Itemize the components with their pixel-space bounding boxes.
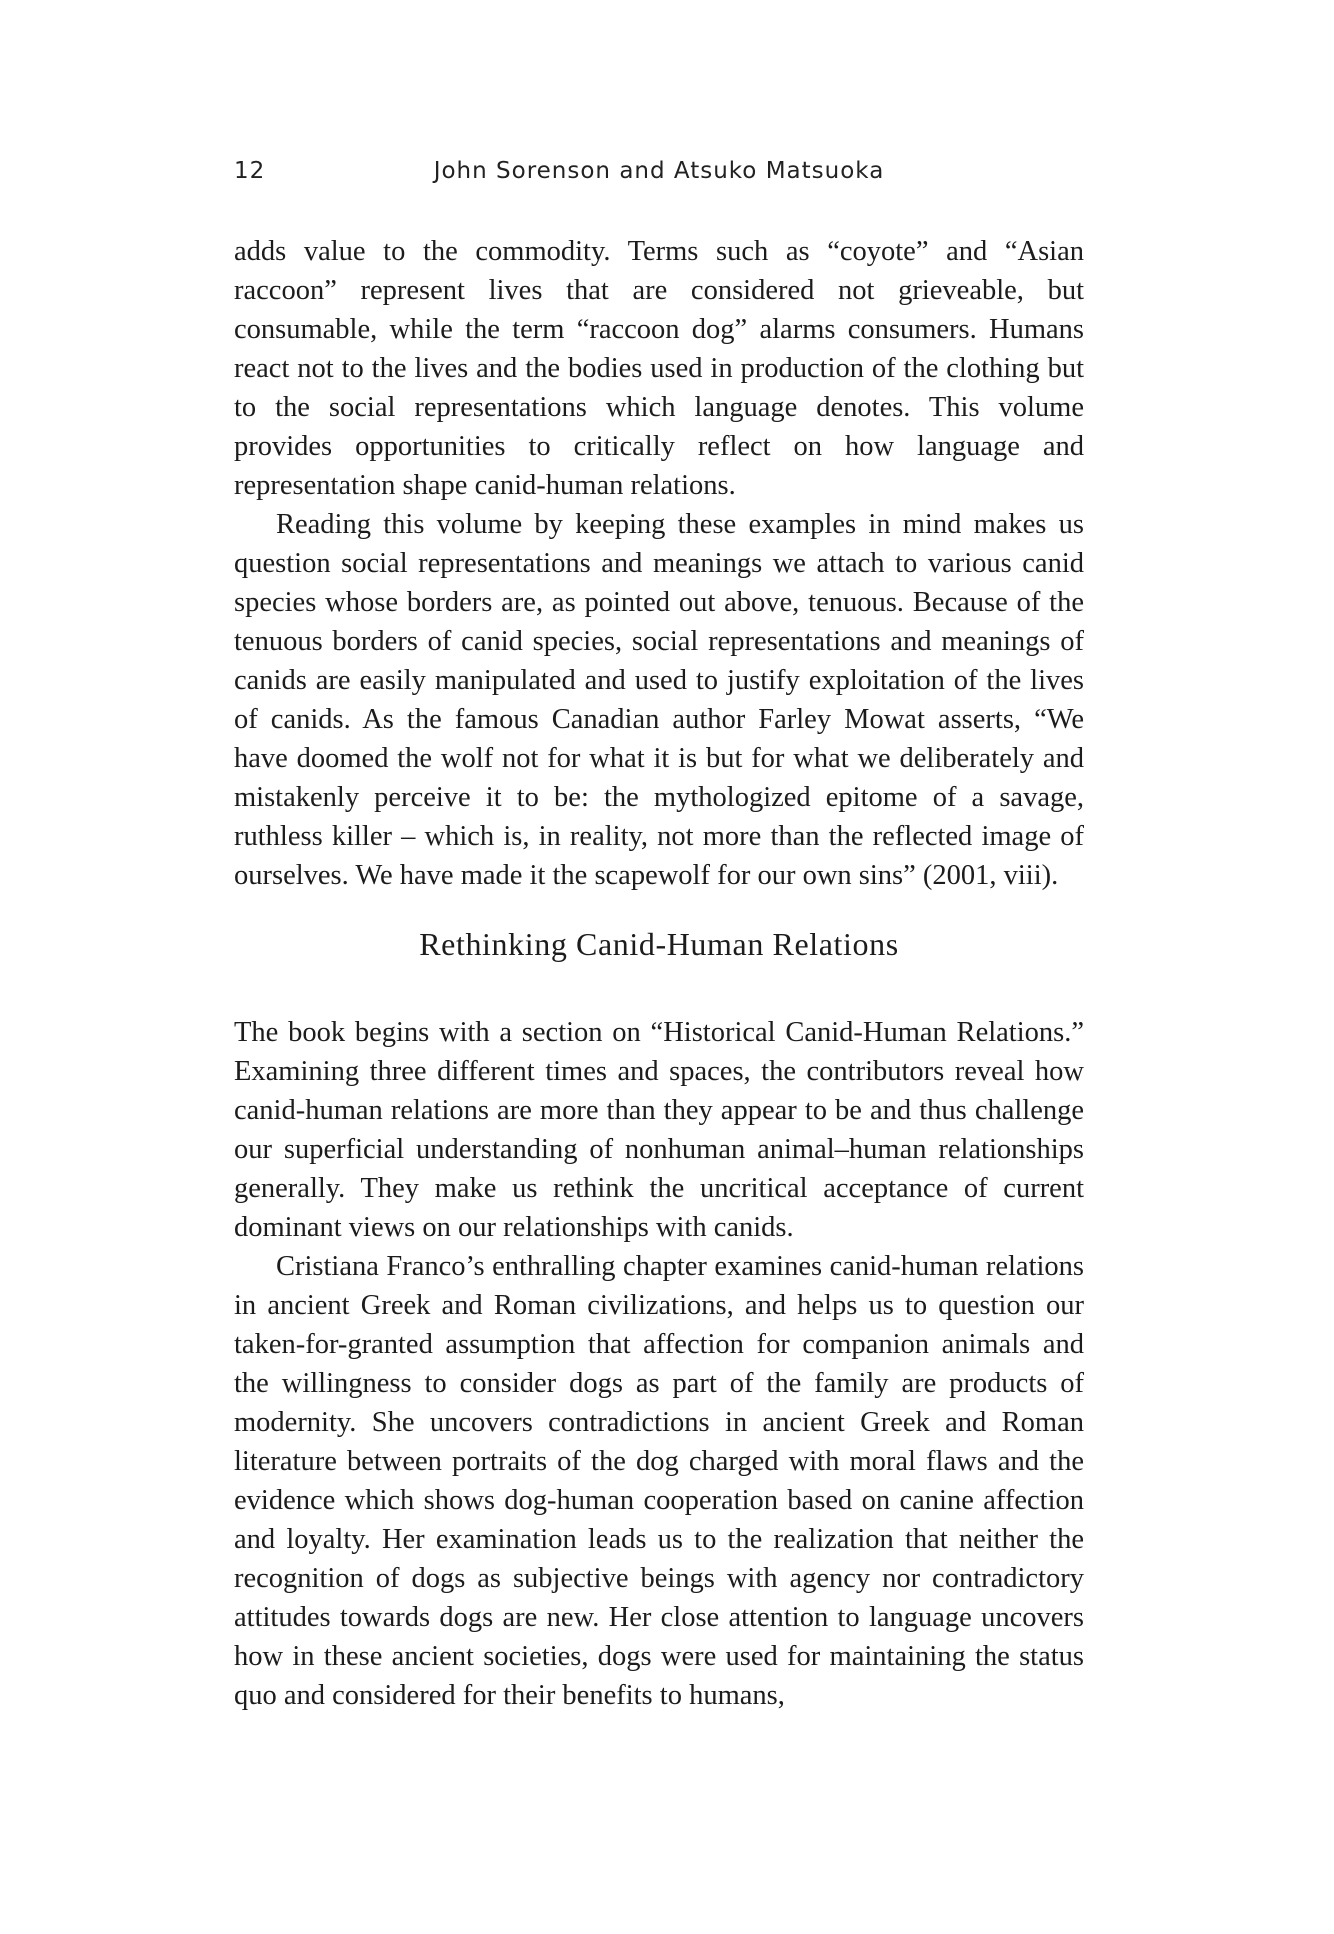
page-number: 12 bbox=[234, 158, 266, 184]
body-text-after-heading bbox=[234, 1013, 1084, 1715]
paragraph: adds value to the commodity. Terms such as “coyote” and “Asian raccoon” represent lives that are considered not grieveable, but consumable, while the term “raccoon dog” alarms consumers. Humans react not to the lives and the bodies used in production of the clothing but to the social representations which language denotes. This volume provides opportunities to critically reflect on how language and representation shape canid-human relations. bbox=[234, 236, 1084, 501]
paragraph: The book begins with a section on “Historical Canid-Human Relations.” Examining three different times and spaces, the contributors reveal how canid-human relations are more than they appear to be and thus challenge our superficial understanding of nonhuman animal–human relationships generally. They make us rethink the uncritical acceptance of current dominant views on our relationships with canids. bbox=[234, 1017, 1084, 1243]
paragraph: Reading this volume by keeping these examples in mind makes us question social representations and meanings we attach to various canid species whose borders are, as pointed out above, tenuous. Because of the tenuous borders of canid species, social representations and meanings of canids are easily manipulated and used to justify exploitation of the lives of canids. As the famous Canadian author Farley Mowat asserts, “We have doomed the wolf not for what it is but for what we deliberately and mistakenly perceive it to be: the mythologized epitome of a savage, ruthless killer – which is, in reality, not more than the reflected image of ourselves. We have made it the scapewolf for our own sins” (2001, viii). bbox=[234, 509, 1084, 891]
running-head bbox=[234, 158, 1084, 194]
running-title: John Sorenson and Atsuko Matsuoka bbox=[433, 158, 885, 184]
body-text-before-heading bbox=[234, 232, 1084, 895]
section-heading: Rethinking Canid-Human Relations bbox=[419, 926, 899, 962]
paragraph: Cristiana Franco’s enthralling chapter examines canid-human relations in ancient Greek and Roman civilizations, and helps us to question our taken-for-granted assumption that affection for companion animals and the willingness to consider dogs as part of the family are products of modernity. She uncovers contradictions in ancient Greek and Roman literature between portraits of the dog charged with moral flaws and the evidence which shows dog-human cooperation based on canine affection and loyalty. Her examination leads us to the realization that neither the recognition of dogs as subjective beings with agency nor contradictory attitudes towards dogs are new. Her close attention to language uncovers how in these ancient societies, dogs were used for maintaining the status quo and considered for their benefits to humans, bbox=[234, 1251, 1084, 1711]
